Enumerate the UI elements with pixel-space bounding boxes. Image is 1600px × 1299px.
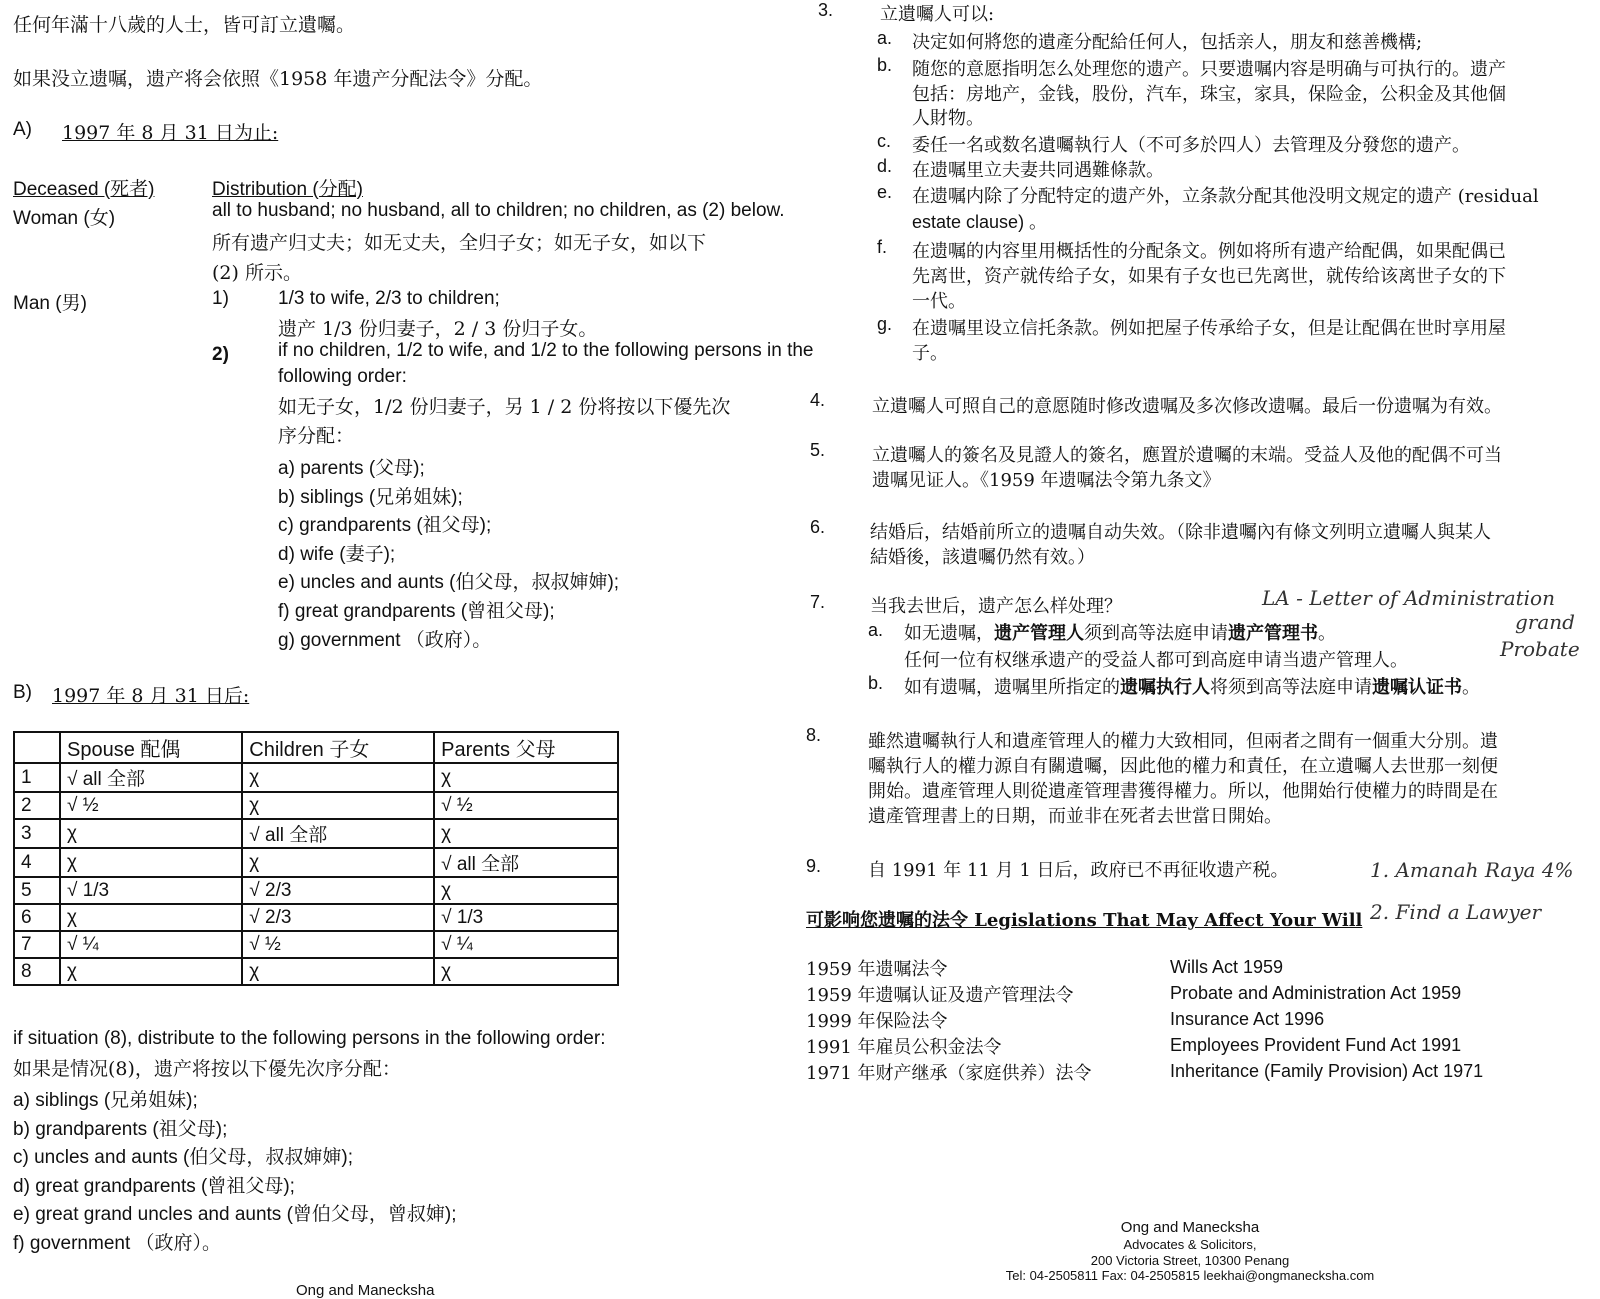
legislation-zh: 1999 年保险法令 [806, 1011, 948, 1032]
para-3-num: 3. [818, 0, 834, 20]
para-6-text-2: 結婚後，該遺囑仍然有效。） [870, 547, 1095, 568]
table-cell: 8 [14, 958, 60, 985]
para-7b-key: b. [868, 673, 884, 693]
section-b-title: 1997 年 8 月 31 日后: [52, 685, 250, 707]
para-3g-key: g. [877, 314, 893, 334]
distribution-table [13, 731, 619, 986]
list-item: f) great grandparents (曾祖父母); [278, 601, 555, 622]
situation8-zh: 如果是情况(8)，遗产将按以下優先次序分配： [13, 1058, 401, 1080]
table-row [14, 819, 618, 848]
table-cell: √ all 全部 [60, 763, 242, 792]
footer-address: 200 Victoria Street, 10300 Penang [1090, 1253, 1290, 1268]
para-3e-text-2: estate clause) 。 [912, 212, 1048, 232]
para-3c-text: 委任一名或数名遺囑執行人（不可多於四人）去管理及分發您的遗产。 [912, 135, 1470, 156]
para-3e-text-1: 在遗嘱内除了分配特定的遗产外，立条款分配其他没明文规定的遗产 (residual [912, 186, 1539, 207]
woman-label: Woman (女) [13, 208, 116, 229]
para-5-text-1: 立遺囑人的簽名及見證人的簽名，應置於遺囑的末端。受益人及他的配偶不可当 [872, 445, 1502, 466]
table-row [14, 904, 618, 931]
list-item: d) wife (妻子); [278, 544, 396, 565]
list-item: f) government （政府）。 [13, 1233, 222, 1254]
section-a-label: A) [13, 119, 32, 140]
woman-en: all to husband; no husband, all to children; no children, as (2) below. [212, 200, 785, 221]
para-7a-text-2: 任何一位有权继承遗产的受益人都可到高庭申请当遗产管理人。 [904, 650, 1408, 671]
table-header: Parents 父母 [434, 732, 618, 763]
legislation-en: Wills Act 1959 [1170, 957, 1284, 977]
table-cell: √ ¼ [60, 931, 242, 958]
para-3b-text-3: 人財物。 [912, 108, 984, 129]
legislation-title: 可影响您遗嘱的法令 Legislations That May Affect Your Will [806, 910, 1363, 931]
intro-line-1: 任何年滿十八歲的人士，皆可訂立遺囑。 [13, 14, 356, 36]
table-cell: 3 [14, 819, 60, 848]
para-4-num: 4. [810, 390, 826, 410]
para-3b-text-1: 随您的意愿指明怎么处理您的遗产。只要遗嘱内容是明确与可执行的。遗产 [912, 59, 1506, 80]
para-6-num: 6. [810, 517, 826, 537]
para-3g-text-2: 子。 [912, 343, 948, 364]
list-item: a) siblings (兄弟姐妹); [13, 1090, 198, 1111]
table-cell: 7 [14, 931, 60, 958]
legislation-zh: 1959 年遗嘱认证及遗产管理法令 [806, 985, 1074, 1006]
legislation-en: Employees Provident Fund Act 1991 [1170, 1035, 1462, 1055]
table-cell: χ [242, 848, 434, 877]
para-3b-key: b. [877, 55, 893, 75]
legislation-en: Inheritance (Family Provision) Act 1971 [1170, 1061, 1484, 1081]
situation8-en: if situation (8), distribute to the following persons in the following order: [13, 1028, 606, 1049]
table-cell: χ [434, 819, 618, 848]
handwritten-grand: grand [1515, 610, 1575, 634]
table-cell: √ 2/3 [242, 877, 434, 904]
table-cell: χ [434, 877, 618, 904]
table-row [14, 877, 618, 904]
para-8-text-3: 開始。遺產管理人則從遺產管理書獲得權力。所以，他開始行使權力的時間是在 [868, 781, 1498, 802]
legislation-zh: 1959 年遗嘱法令 [806, 959, 948, 980]
header-deceased: Deceased (死者) [13, 179, 155, 200]
table-row [14, 931, 618, 958]
handwritten-note-1: 1. Amanah Raya 4% [1370, 858, 1574, 882]
table-row [14, 792, 618, 819]
man-rule-2-zh-1: 如无子女，1/2 份归妻子，另 1 / 2 份将按以下優先次 [278, 396, 731, 418]
table-cell: √ ½ [242, 931, 434, 958]
para-3-title: 立遺囑人可以: [880, 4, 995, 25]
table-cell: √ all 全部 [242, 819, 434, 848]
table-cell: χ [60, 819, 242, 848]
list-item: a) parents (父母); [278, 458, 425, 479]
legislation-en: Insurance Act 1996 [1170, 1009, 1325, 1029]
para-3c-key: c. [877, 131, 892, 151]
table-row [14, 958, 618, 985]
footer-subtitle: Advocates & Solicitors, [1123, 1237, 1257, 1252]
legislation-en: Probate and Administration Act 1959 [1170, 983, 1462, 1003]
table-cell: χ [242, 792, 434, 819]
para-8-text-1: 雖然遺囑執行人和遺產管理人的權力大致相同，但兩者之間有一個重大分別。遺 [868, 731, 1498, 752]
handwritten-la-note: LA - Letter of Administration [1262, 586, 1555, 610]
man-rule-2-num: 2) [212, 344, 229, 365]
para-7a-key: a. [868, 620, 884, 640]
man-rule-1-num: 1) [212, 288, 229, 309]
para-6-text-1: 结婚后，结婚前所立的遗嘱自动失效。（除非遺囑內有條文列明立遺囑人與某人 [870, 522, 1491, 543]
list-item: c) grandparents (祖父母); [278, 515, 492, 536]
para-5-num: 5. [810, 440, 826, 460]
list-item: e) great grand uncles and aunts (曾伯父母，曾叔婶); [13, 1204, 457, 1225]
intro-line-2: 如果没立遗嘱，遗产将会依照《1958 年遗产分配法令》分配。 [13, 68, 543, 90]
woman-zh-1: 所有遗产归丈夫；如无丈夫，全归子女；如无子女，如以下 [212, 232, 707, 254]
table-row [14, 763, 618, 792]
para-3f-text-3: 一代。 [912, 291, 966, 312]
footer-contact: Tel: 04-2505811 Fax: 04-2505815 leekhai@ongmanecksha.com [1005, 1268, 1375, 1283]
para-4-text: 立遺囑人可照自己的意愿随时修改遗嘱及多次修改遗嘱。最后一份遗嘱为有效。 [872, 396, 1502, 417]
para-7b-text: 如有遗嘱，遗嘱里所指定的遗嘱执行人将须到高等法庭申请遗嘱认证书。 [904, 677, 1480, 698]
handwritten-note-2: 2. Find a Lawyer [1370, 900, 1542, 924]
para-3g-text-1: 在遗嘱里设立信托条款。例如把屋子传承给子女，但是让配偶在世时享用屋 [912, 318, 1506, 339]
list-item: c) uncles and aunts (伯父母，叔叔婶婶); [13, 1147, 353, 1168]
table-cell: χ [434, 958, 618, 985]
table-header: Spouse 配偶 [60, 732, 242, 763]
header-distribution: Distribution (分配) [212, 179, 363, 200]
handwritten-probate: Probate [1500, 637, 1580, 661]
table-cell: χ [60, 848, 242, 877]
para-5-text-2: 遗嘱见证人。《1959 年遗嘱法令第九条文》 [872, 470, 1221, 491]
man-rule-2-en-1: if no children, 1/2 to wife, and 1/2 to the following persons in the [278, 340, 814, 361]
list-item: d) great grandparents (曾祖父母); [13, 1176, 295, 1197]
left-footer-name: Ong and Manecksha [296, 1282, 435, 1299]
list-item: b) grandparents (祖父母); [13, 1119, 228, 1140]
table-cell: 5 [14, 877, 60, 904]
para-3d-text: 在遗嘱里立夫妻共同遇難條款。 [912, 160, 1164, 181]
legislation-zh: 1971 年财产继承（家庭供养）法令 [806, 1063, 1092, 1084]
footer-firm-name: Ong and Manecksha [1120, 1219, 1260, 1236]
table-header-row [14, 732, 618, 763]
para-9-num: 9. [806, 856, 822, 876]
list-item: b) siblings (兄弟姐妹); [278, 487, 463, 508]
para-3f-text-1: 在遗嘱的内容里用概括性的分配条文。例如将所有遗产给配偶，如果配偶已 [912, 241, 1506, 262]
para-8-num: 8. [806, 725, 822, 745]
table-cell: 1 [14, 763, 60, 792]
table-cell: √ 1/3 [60, 877, 242, 904]
man-rule-2-en-2: following order: [278, 366, 407, 387]
para-7-num: 7. [810, 592, 826, 612]
section-b-label: B) [13, 682, 32, 703]
table-cell: χ [242, 958, 434, 985]
para-7-title: 当我去世后，遗产怎么样处理？ [870, 596, 1122, 617]
man-label: Man (男) [13, 293, 87, 314]
para-3b-text-2: 包括：房地产，金钱，股份，汽车，珠宝，家具，保险金，公积金及其他個 [912, 84, 1506, 105]
table-cell: χ [434, 763, 618, 792]
table-cell: √ 2/3 [242, 904, 434, 931]
table-cell: √ all 全部 [434, 848, 618, 877]
table-header: Children 子女 [242, 732, 434, 763]
woman-zh-2: (2) 所示。 [212, 262, 302, 284]
para-3f-text-2: 先离世，资产就传给子女，如果有子女也已先离世，就传给该离世子女的下 [912, 266, 1506, 287]
list-item: g) government （政府）。 [278, 630, 492, 651]
para-3a-text: 决定如何將您的遺產分配給任何人，包括亲人，朋友和慈善機構; [912, 32, 1423, 53]
table-cell: 2 [14, 792, 60, 819]
man-rule-1-zh: 遗产 1/3 份归妻子，2 / 3 份归子女。 [278, 318, 598, 340]
para-3f-key: f. [877, 237, 888, 257]
table-cell: χ [60, 904, 242, 931]
list-item: e) uncles and aunts (伯父母，叔叔婶婶); [278, 572, 620, 593]
table-cell: χ [60, 958, 242, 985]
man-rule-2-zh-2: 序分配： [278, 425, 355, 447]
legislation-zh: 1991 年雇员公积金法令 [806, 1037, 1002, 1058]
para-3a-key: a. [877, 28, 893, 48]
man-rule-1-en: 1/3 to wife, 2/3 to children; [278, 288, 500, 309]
para-8-text-4: 遺產管理書上的日期，而並非在死者去世當日開始。 [868, 806, 1282, 827]
para-7a-text: 如无遗嘱，遗产管理人须到高等法庭申请遗产管理书。 [904, 623, 1336, 644]
para-9-text: 自 1991 年 11 月 1 日后，政府已不再征收遗产税。 [868, 860, 1289, 881]
para-3d-key: d. [877, 156, 893, 176]
para-8-text-2: 囑執行人的權力源自有關遺囑，因此他的權力和責任，在立遺囑人去世那一刻便 [868, 756, 1498, 777]
section-a-title: 1997 年 8 月 31 日为止: [62, 122, 279, 144]
table-cell: 6 [14, 904, 60, 931]
table-cell: √ ½ [434, 792, 618, 819]
table-cell: √ ¼ [434, 931, 618, 958]
table-cell: √ ½ [60, 792, 242, 819]
para-3e-key: e. [877, 182, 893, 202]
table-row [14, 848, 618, 877]
table-cell: √ 1/3 [434, 904, 618, 931]
table-cell: χ [242, 763, 434, 792]
table-cell: 4 [14, 848, 60, 877]
